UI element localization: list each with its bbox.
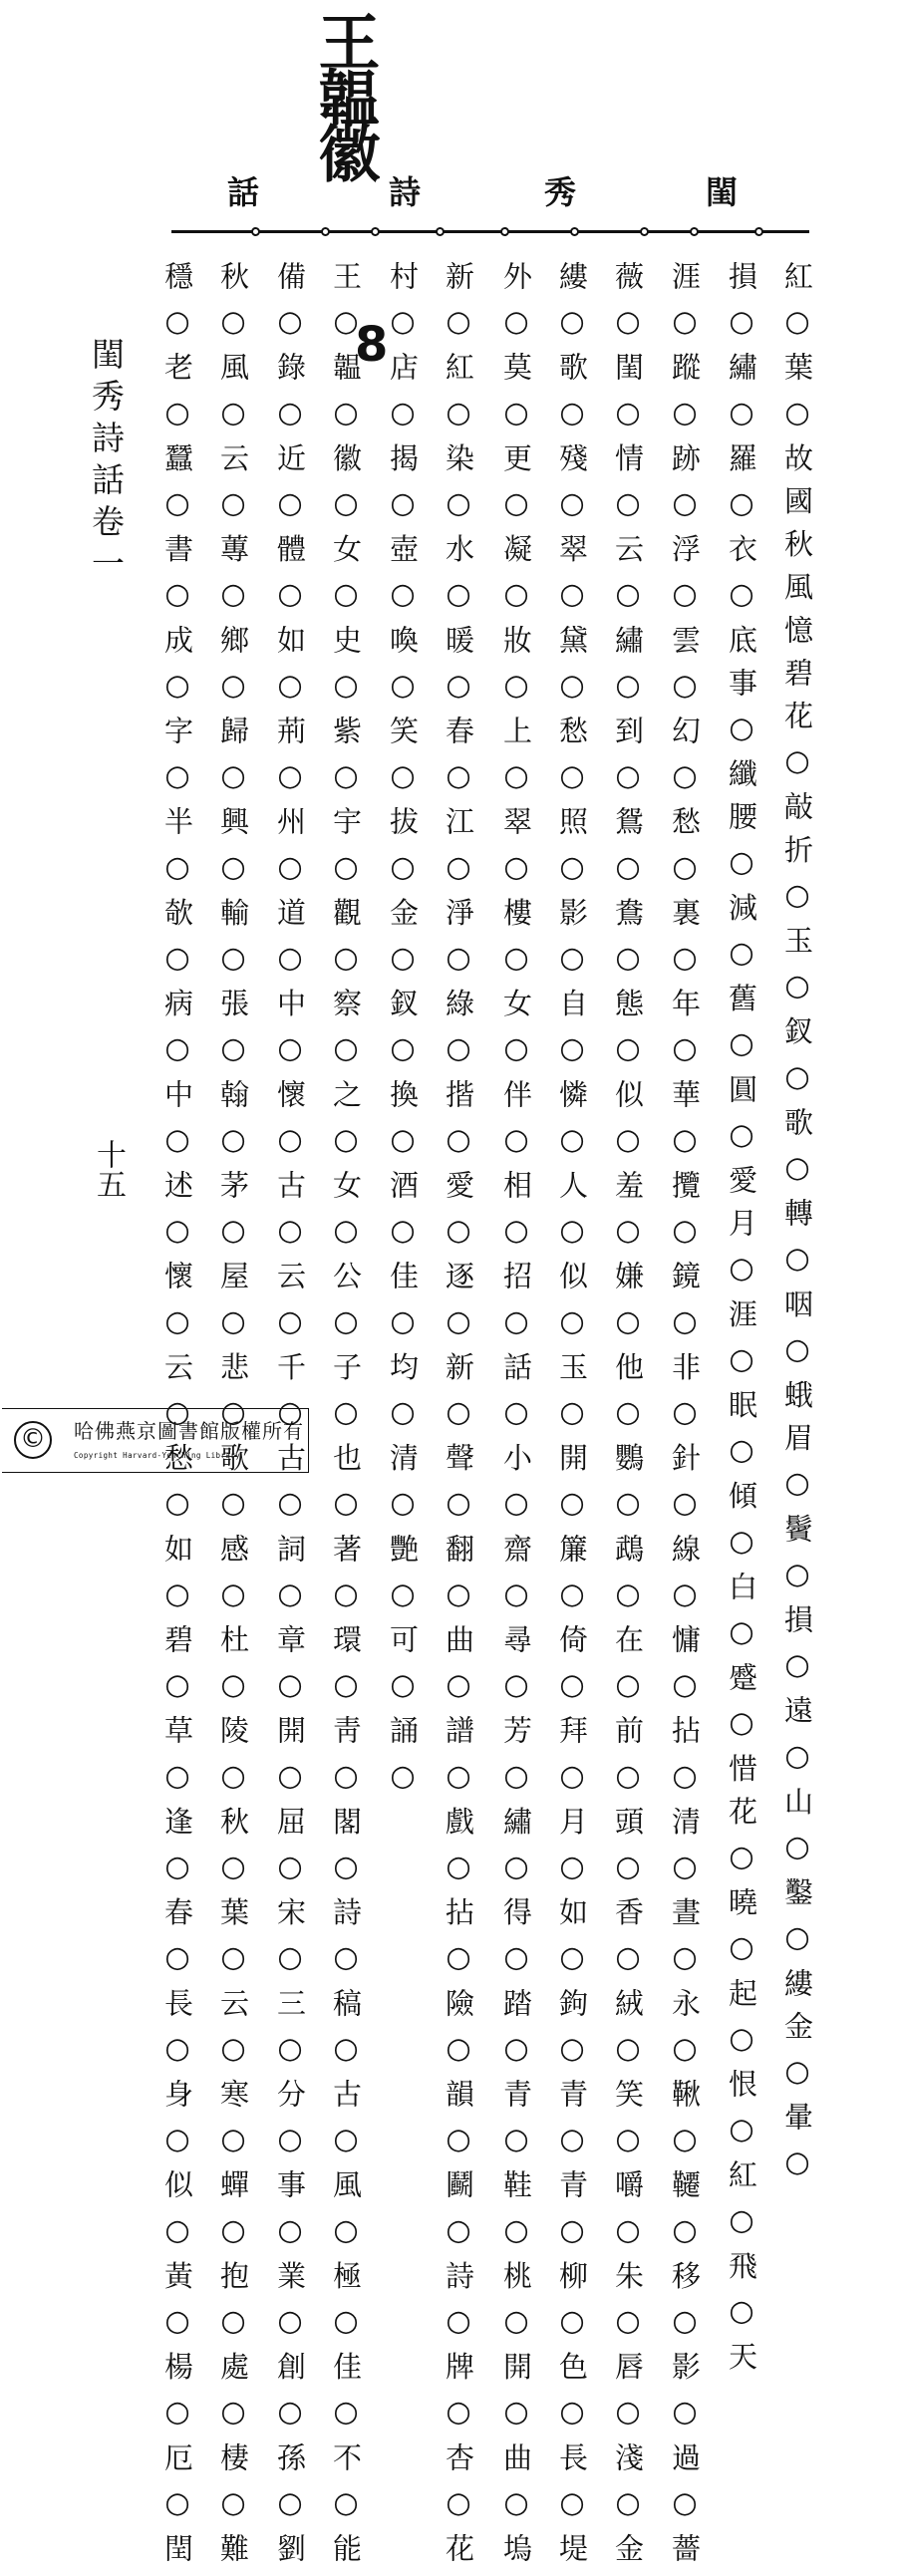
text-column-4: 薇○閨○情○云○繡○到○鴛○鴦○態○似○羞○嫌○他○鸚○鵡○在○前○頭○香○絨○笑○嚼○朱○唇○淺○金: [611, 261, 645, 2576]
text-column-2: 損○繡○羅○衣○底事○纖腰○減○舊○圓○愛月○涯○眠○傾○白○蹙○惜花○曉○起○恨○紅○飛○天: [725, 261, 758, 2385]
text-column-6: 外○莫○更○凝○妝○上○翠○樓○女○伴○相○招○話○小○齋○尋○芳○繡○得○踏○青○鞋○桃○開○曲○塢: [499, 261, 533, 2576]
ornament-bar: [171, 230, 809, 233]
book-title-char-4: 話: [227, 173, 260, 211]
text-column-11: 秋○風○云○蓴○鄉○歸○興○輸○張○翰○茅○屋○悲○歌○感○杜○陵○秋○葉○云○寒○蟬○抱○處○棲○難: [216, 261, 250, 2576]
copyright-watermark: [2, 1408, 309, 1473]
annotation-mark: 8: [355, 317, 389, 373]
ornament-dot: [436, 227, 445, 236]
ornament-dot: [321, 227, 330, 236]
margin-title: 閨秀詩話卷一: [87, 337, 126, 588]
ornament-dot: [690, 227, 699, 236]
book-title-char-2: 秀: [544, 173, 577, 211]
copyright-text-en: Copyright Harvard-Yenching Library: [74, 1451, 241, 1460]
ornament-dot: [371, 227, 380, 236]
ornamental-rule: [171, 225, 809, 239]
ornament-dot: [754, 227, 763, 236]
text-column-9: 王○韞○徽○女○史○紫○宇○觀○察○之○女○公○子○也○著○環○靑○閣○詩○稿○古○風○極○佳○不○能: [329, 261, 363, 2576]
text-column-7: 新○紅○染○水○暖○春○江○淨○綠○揩○愛○逐○新○聲○翻○曲○譜○戲○拈○險○韻○鬬○詩○牌○杏○花: [442, 261, 475, 2576]
ornament-dot: [500, 227, 509, 236]
book-title-char-1: 閨: [706, 173, 739, 211]
copyright-icon: ©: [14, 1421, 52, 1459]
text-column-3: 涯○蹤○跡○浮○雲○幻○愁○裏○年○華○攬○鏡○非○針○線○慵○拈○清○晝○永○鞦○韆○移○影○過○薔: [668, 261, 702, 2576]
text-column-10: 備○錄○近○體○如○荊○州○道○中○懷○古○云○千○古○詞○章○開○屈○宋○三○分○事○業○創○孫○劉: [273, 261, 307, 2576]
text-column-1: 紅○葉○故國秋風憶碧花○敲折○玉○釵○歌○轉○咽○蛾眉○鬢○損○遠○山○鑿○縷金○暈○: [780, 261, 814, 2193]
ornament-dot: [570, 227, 579, 236]
text-column-8: 村○店○揭○壺○喚○笑○拔○金○釵○換○酒○佳○均○清○艷○可○誦○: [386, 261, 420, 1807]
ornament-dot: [251, 227, 260, 236]
text-column-12: 穩○老○蠶○書○成○字○半○欹○病○中○述○懷○云○愁○如○碧○草○逢○春○長○身○似○黃○楊○厄○閏: [160, 261, 194, 2576]
author-name: 王韞徽: [308, 10, 381, 177]
book-title-char-3: 詩: [389, 173, 422, 211]
copyright-text-cn: 哈佛燕京圖書館版權所有: [74, 1419, 304, 1443]
ornament-dot: [640, 227, 649, 236]
page-number: 十五: [91, 1139, 126, 1199]
text-column-5: 縷○歌○殘○翠○黛○愁○照○影○自○憐○人○似○玉○開○簾○倚○拜○月○如○鉤○青○青○柳○色○長○堤: [555, 261, 589, 2576]
